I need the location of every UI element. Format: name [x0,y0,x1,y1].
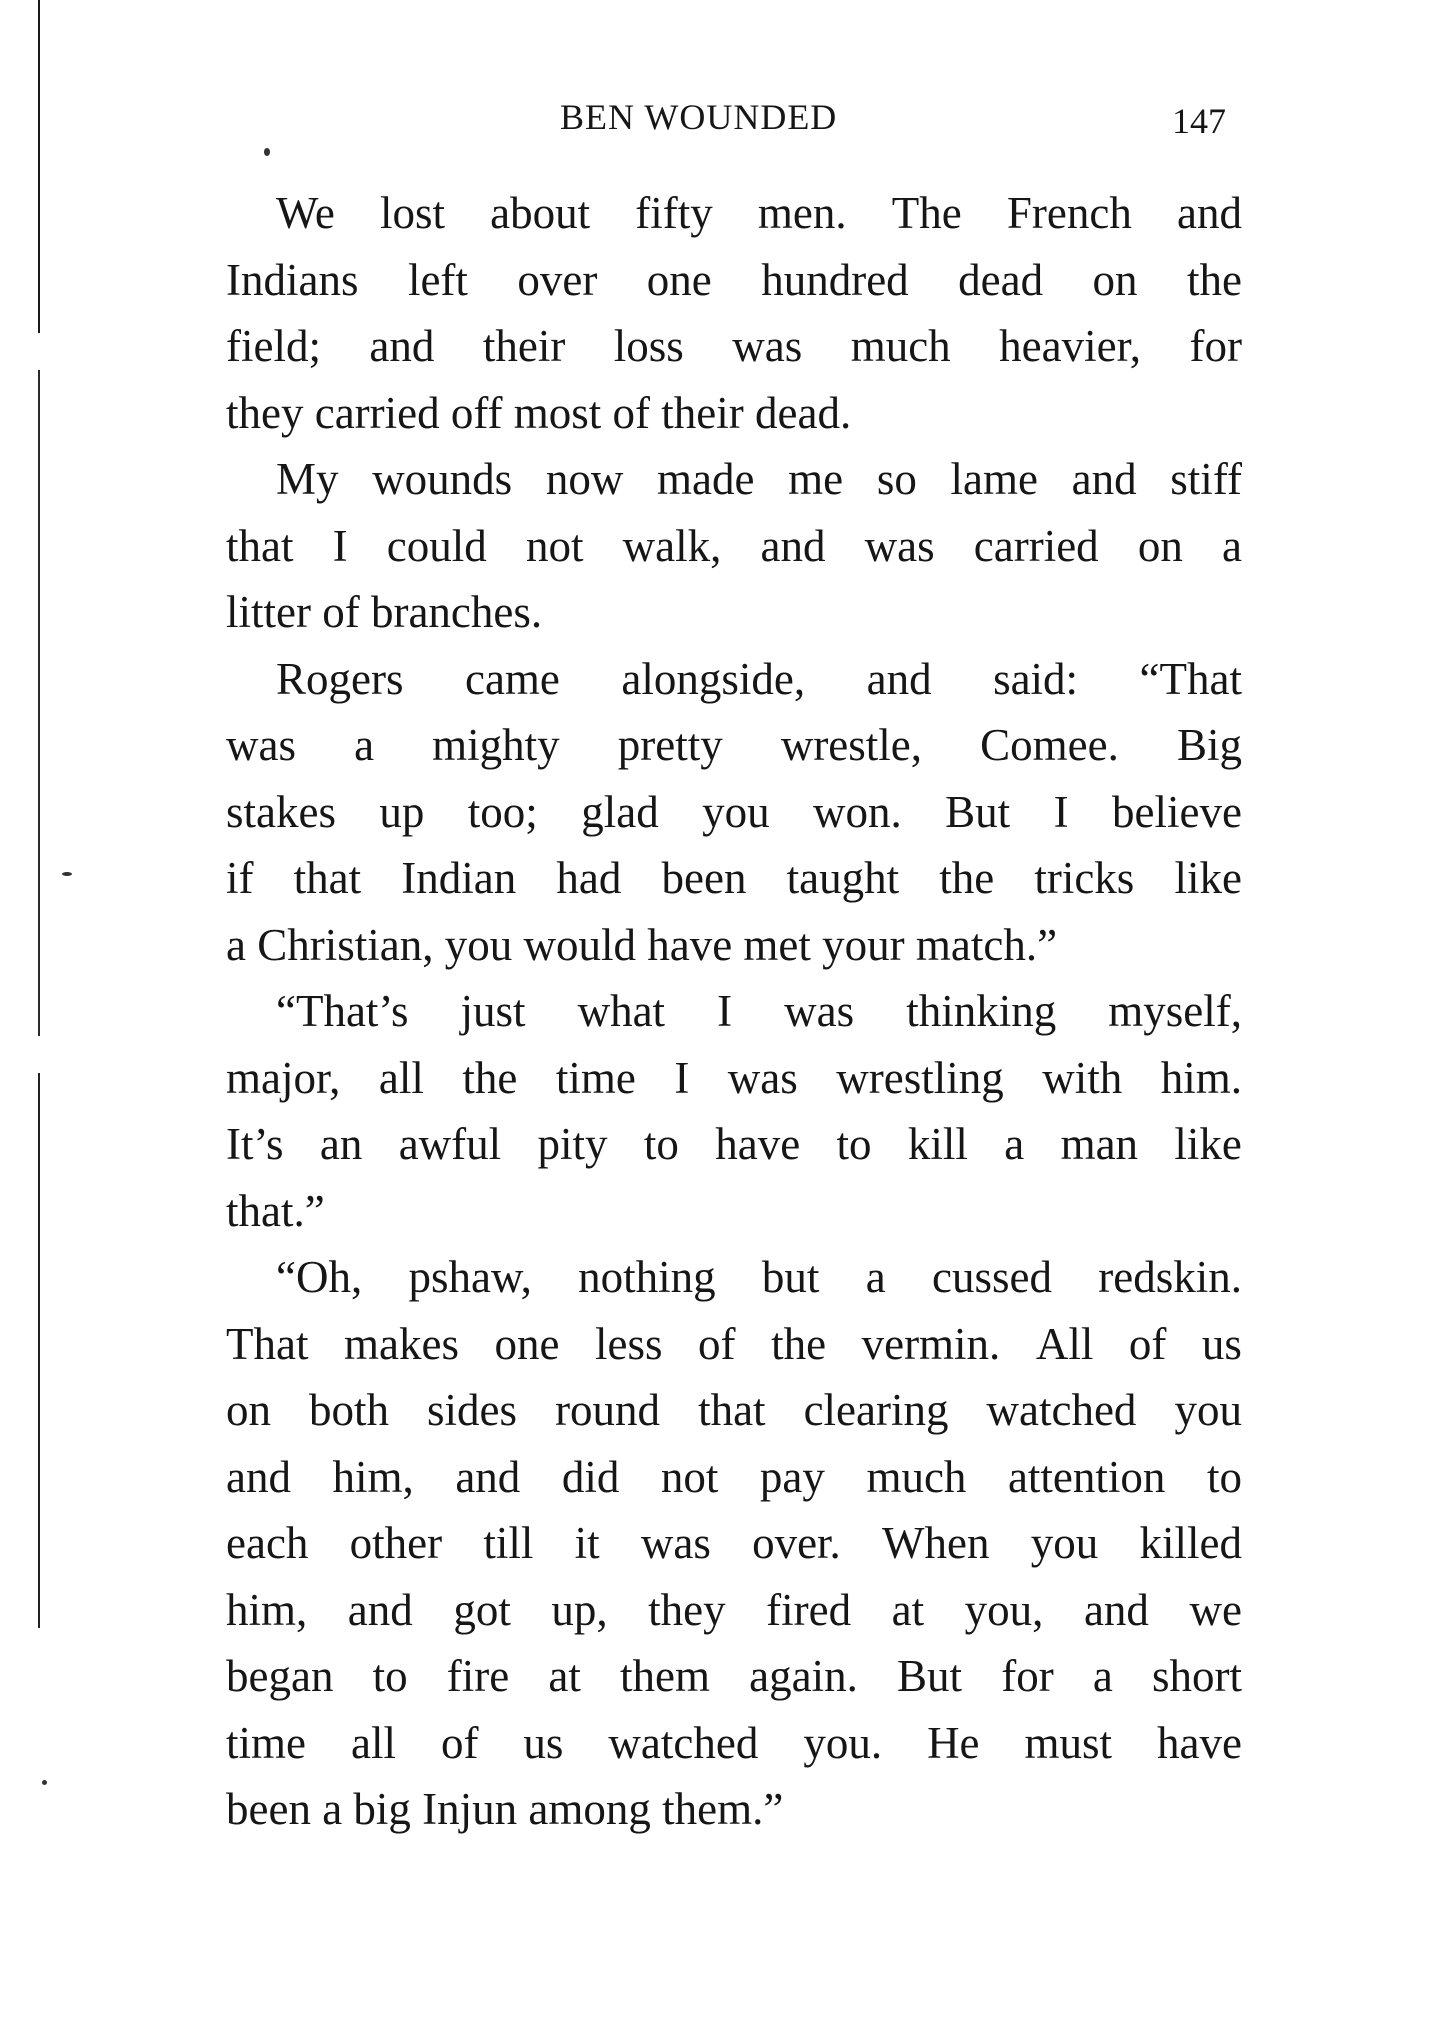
text-line: each other till it was over. When you killed [226,1518,1242,1568]
text-line: been a big Injun among them.” [226,1784,784,1834]
text-line: that I could not walk, and was carried on a [226,520,1242,571]
text-line: if that Indian had been taught the tricks like [226,853,1242,903]
text-line: time all of us watched you. He must have [226,1717,1242,1768]
text-line: That makes one less of the vermin. All of us [226,1318,1242,1369]
ink-speck [42,1780,47,1785]
text-line: litter of branches. [226,587,543,637]
page-number: 147 [1172,101,1226,141]
text-line: It’s an awful pity to have to kill a man like [226,1119,1242,1169]
ink-speck [62,872,72,876]
text-line: a Christian, you would have met your match.” [226,919,1058,970]
binding-edge [38,0,40,1850]
text-line: We lost about fifty men. The French and [276,188,1242,238]
body-text [226,180,1242,1843]
running-head: BEN WOUNDED [560,97,838,137]
text-line: “That’s just what I was thinking myself, [276,986,1242,1036]
text-line: was a mighty pretty wrestle, Comee. Big [226,720,1242,770]
text-line: him, and got up, they fired at you, and we [226,1584,1242,1635]
text-line: stakes up too; glad you won. But I believe [226,786,1242,837]
text-line: Indians left over one hundred dead on the [226,254,1242,305]
text-line: on both sides round that clearing watched you [226,1385,1242,1435]
text-line: Rogers came alongside, and said: “That [276,653,1242,704]
text-line: field; and their loss was much heavier, for [226,321,1242,371]
text-line: My wounds now made me so lame and stiff [276,454,1242,504]
text-line: that.” [226,1185,325,1236]
text-line: “Oh, pshaw, nothing but a cussed redskin. [276,1252,1242,1302]
text-line: began to fire at them again. But for a short [226,1651,1242,1701]
text-line: major, all the time I was wrestling with him. [226,1052,1242,1103]
text-line: and him, and did not pay much attention to [226,1451,1242,1502]
text-line: they carried off most of their dead. [226,387,852,438]
ink-speck [264,148,270,156]
